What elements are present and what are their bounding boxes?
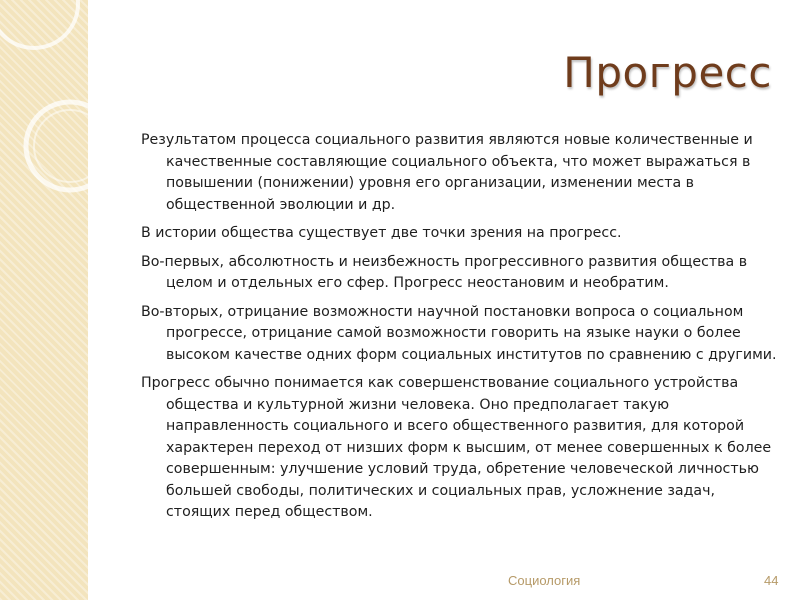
slide-title: Прогресс <box>563 48 772 97</box>
footer-subject: Социология <box>508 573 581 588</box>
paragraph-second-view: Во-вторых, отрицание возможности научной постановки вопроса о социальном прогрессе, отрицание самой возможности говорить на языке науки о более высоком качестве одних форм социальных институтов по сравнению с другими. <box>141 303 777 363</box>
paragraph-two-views: В истории общества существует две точки зрения на прогресс. <box>141 225 622 241</box>
paragraph-result: Результатом процесса социального развития являются новые количественные и качественные составляющие социального объекта, что может выражаться в повышении (понижении) уровня его организации, изменении места в общественной эволюции и др. <box>141 132 753 213</box>
paragraph-first-view: Во-первых, абсолютность и неизбежность прогрессивного развития общества в целом и отдельных его сфер. Прогресс неостановим и необратим. <box>141 253 748 291</box>
page-number: 44 <box>764 573 779 588</box>
paragraph-definition: Прогресс обычно понимается как совершенствование социального устройства общества и культурной жизни человека. Оно предполагает такую направленность социального и всего общественного развития, для которой характерен переход от низших форм к высшим, от менее совершенных к более совершенным: улучшение условий труда, обретение человеческой личностью большей свободы, политических и социальных прав, усложнение задач, стоящих перед обществом. <box>141 375 772 520</box>
slide-body <box>141 130 781 531</box>
